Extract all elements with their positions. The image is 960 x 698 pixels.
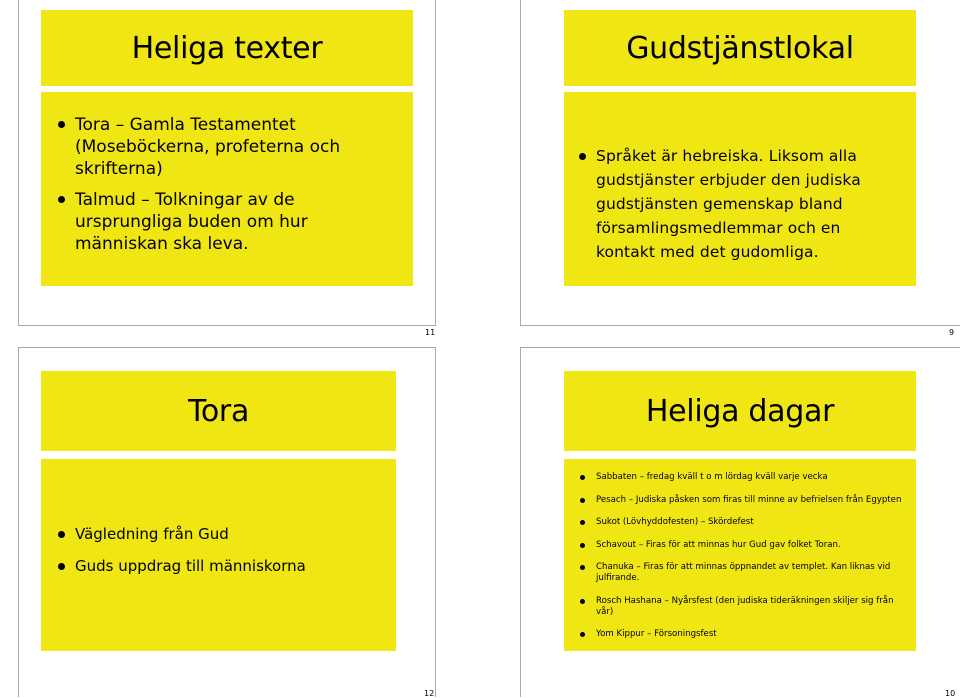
slide-title-box (41, 371, 396, 451)
bullet-item (596, 495, 910, 506)
bullet-dot-icon (58, 121, 65, 128)
bullet-item (596, 540, 910, 551)
bullet-item (596, 144, 904, 264)
bullet-text: Sabbaten – fredag kväll t o m lördag kväll varje vecka (596, 472, 828, 482)
slide-title-box (41, 10, 413, 86)
bullet-item (596, 629, 910, 640)
bullet-list (596, 144, 904, 264)
page-number: 10 (945, 689, 956, 698)
bullet-dot-icon (580, 498, 585, 503)
bullet-dot-icon (580, 475, 585, 480)
slide-body-box (564, 459, 916, 651)
bullet-text: Guds uppdrag till människorna (75, 557, 306, 575)
slide-title: Gudstjänstlokal (626, 30, 854, 66)
bullet-text: Schavout – Firas för att minnas hur Gud gav folket Toran. (596, 539, 841, 550)
bullet-text: Språket är hebreiska. Liksom alla gudstjänster erbjuder den judiska gudstjänsten gemenskap bland församlingsmedlemmar och en kontakt med det gudomliga. (596, 147, 861, 261)
bullet-dot-icon (58, 531, 65, 538)
bullet-dot-icon (580, 543, 585, 548)
bullet-dot-icon (580, 520, 585, 525)
bullet-item (596, 517, 910, 528)
bullet-list (75, 524, 386, 576)
bullet-item (75, 114, 395, 180)
bullet-text: Yom Kippur – Försoningsfest (596, 629, 717, 639)
bullet-list (75, 114, 395, 255)
bullet-text: Vägledning från Gud (75, 525, 229, 543)
bullet-text: Tora – Gamla Testamentet (Moseböckerna, profeterna och skrifterna) (75, 115, 341, 179)
bullet-list (596, 472, 910, 640)
bullet-item (596, 562, 910, 584)
bullet-item (75, 556, 386, 576)
bullet-dot-icon (580, 632, 585, 637)
slide-title-box (564, 10, 916, 86)
slide-body-box (41, 92, 413, 286)
bullet-dot-icon (58, 563, 65, 570)
slide-title: Tora (187, 393, 250, 429)
bullet-text: Pesach – Judiska påsken som firas till minne av befrielsen från Egypten (596, 494, 902, 505)
slide-body-box (41, 459, 396, 651)
bullet-text: Rosch Hashana – Nyårsfest (den judiska tideräkningen skiljer sig från vår) (596, 595, 894, 617)
page-number: 12 (424, 689, 435, 698)
slide-title-box (564, 371, 916, 451)
bullet-item (596, 596, 910, 618)
bullet-item (75, 524, 386, 544)
slide-title: Heliga texter (131, 30, 323, 66)
bullet-dot-icon (580, 565, 585, 570)
bullet-text: Talmud – Tolkningar av de ursprungliga buden om hur människan ska leva. (75, 190, 308, 254)
bullet-item (596, 472, 910, 483)
bullet-dot-icon (579, 153, 586, 160)
page-number: 9 (949, 328, 955, 337)
bullet-text: Sukot (Lövhyddofesten) – Skördefest (596, 517, 754, 527)
bullet-dot-icon (580, 599, 585, 604)
page-number: 11 (425, 328, 436, 337)
bullet-text: Chanuka – Firas för att minnas öppnandet av templet. Kan liknas vid julfirande. (596, 562, 891, 583)
bullet-dot-icon (58, 196, 65, 203)
bullet-item (75, 189, 395, 255)
slide-body-box (564, 92, 916, 286)
slide-title: Heliga dagar (645, 393, 835, 429)
